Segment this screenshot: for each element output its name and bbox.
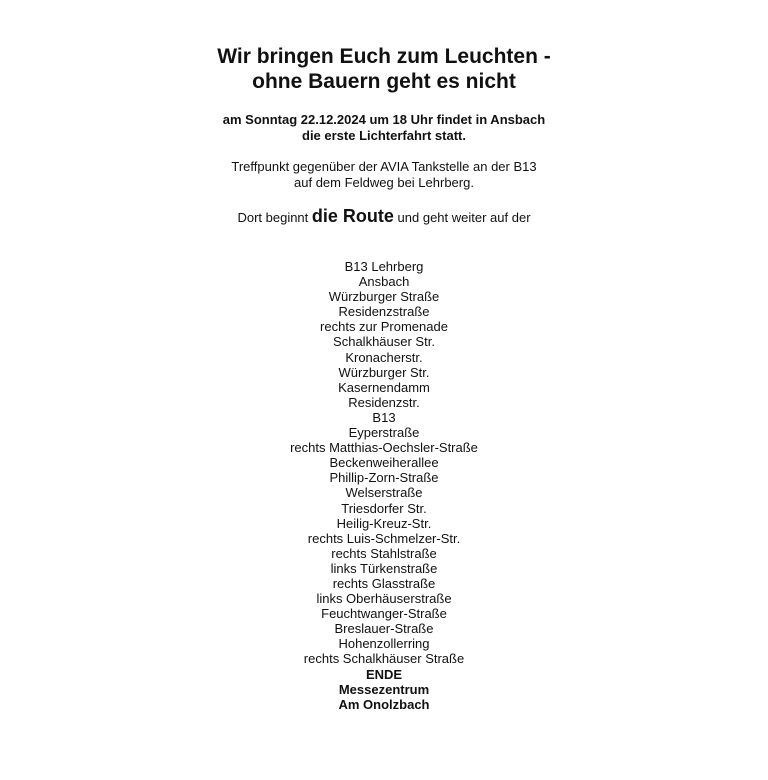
route-stop: Feuchtwanger-Straße xyxy=(321,606,447,622)
route-stop: Eyperstraße xyxy=(348,425,420,441)
route-stop: links Oberhäuserstraße xyxy=(316,591,452,607)
route-stop: Residenzstr. xyxy=(348,394,420,410)
route-stop: B13 xyxy=(372,409,396,425)
route-list xyxy=(0,259,768,712)
route-stop: Welserstraße xyxy=(345,485,423,501)
route-stop: Kronacherstr. xyxy=(345,349,423,365)
route-stop: rechts Matthias-Oechsler-Straße xyxy=(290,440,478,456)
route-end-destination: Messezentrum xyxy=(338,681,430,697)
route-intro-after: und geht weiter auf der xyxy=(397,210,531,225)
route-stop: B13 Lehrberg xyxy=(344,259,424,274)
route-stop: Würzburger Straße xyxy=(328,289,440,305)
headline-line-2: ohne Bauern geht es nicht xyxy=(252,70,516,93)
route-end-label: ENDE xyxy=(365,666,403,682)
event-line-2: die erste Lichterfahrt statt. xyxy=(302,128,466,143)
route-stop: rechts Schalkhäuser Straße xyxy=(303,651,465,667)
route-stop: Kasernendamm xyxy=(338,379,430,395)
route-stop: rechts zur Promenade xyxy=(320,319,448,335)
route-stop: Triesdorfer Str. xyxy=(341,500,427,516)
headline-line-1: Wir bringen Euch zum Leuchten - xyxy=(217,45,551,68)
route-stop: rechts Luis-Schmelzer-Str. xyxy=(307,530,461,546)
route-stop: Phillip-Zorn-Straße xyxy=(329,470,439,486)
route-stop: Beckenweiherallee xyxy=(329,455,439,471)
route-stop: rechts Stahlstraße xyxy=(331,545,437,561)
route-stop: Würzburger Str. xyxy=(338,364,430,380)
route-stop: links Türkenstraße xyxy=(330,560,438,576)
event-line-1: am Sonntag 22.12.2024 um 18 Uhr findet in Ansbach xyxy=(222,112,546,127)
route-stop: Ansbach xyxy=(358,274,410,290)
route-intro xyxy=(0,204,768,230)
route-stop: Breslauer-Straße xyxy=(334,621,434,637)
route-stop: Heilig-Kreuz-Str. xyxy=(336,515,432,531)
route-end-location: Am Onolzbach xyxy=(338,696,430,712)
meeting-point-line-2: auf dem Feldweg bei Lehrberg. xyxy=(294,175,474,190)
route-intro-emphasis: die Route xyxy=(311,206,394,226)
meeting-point-line-1: Treffpunkt gegenüber der AVIA Tankstelle an der B13 xyxy=(231,159,537,174)
route-stop: Schalkhäuser Str. xyxy=(333,334,435,350)
route-intro-before: Dort beginnt xyxy=(237,210,309,225)
route-stop: rechts Glasstraße xyxy=(332,575,436,591)
route-stop: Hohenzollerring xyxy=(338,636,430,652)
route-stop: Residenzstraße xyxy=(338,304,430,320)
